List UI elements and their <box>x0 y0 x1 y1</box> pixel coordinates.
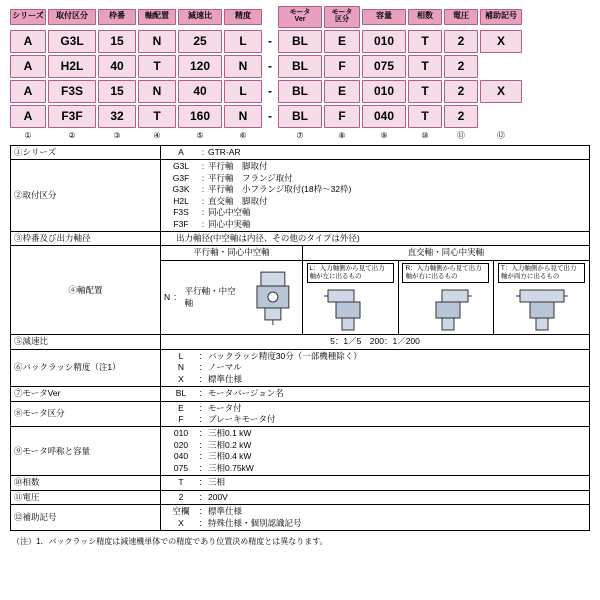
aux-code: 空欄 <box>172 506 190 517</box>
code-header-mounting: 取付区分 <box>48 9 96 24</box>
footnote: （注）1．バックラッシ精度は減速機単体での精度であり位置決め精度とは異なります。 <box>12 537 328 547</box>
code-header-ratio: 減速比 <box>178 9 222 24</box>
shaft-separator: ： <box>173 291 182 302</box>
voltage-code: 2 <box>178 491 184 502</box>
capacity-description: 三相0.75kW <box>208 462 254 473</box>
code-row <box>10 105 590 128</box>
capacity-code: 010 <box>173 428 189 439</box>
code-header-row <box>10 6 590 28</box>
code-number-2: ② <box>68 130 76 140</box>
capacity-separator: ： <box>198 462 208 473</box>
code-value-accuracy: L <box>224 30 262 53</box>
code-value-phase: T <box>408 30 442 53</box>
series-description: GTR-AR <box>208 146 241 157</box>
code-number-11: ⑪ <box>457 130 465 140</box>
row-label-ratio: ⑤減速比 <box>11 335 161 349</box>
row-value-motor-ver <box>161 387 590 401</box>
table-row-backlash <box>11 349 590 386</box>
mounting-code: G3L <box>172 161 190 172</box>
capacity-item <box>164 440 586 451</box>
row-label-aux: ⑫補助記号 <box>11 505 161 531</box>
code-row <box>10 30 590 53</box>
code-header-motor-ver: モータ Ver <box>278 6 322 28</box>
code-number-row <box>10 130 590 141</box>
code-value-series: A <box>10 80 46 103</box>
mounting-description: 平行軸 小フランジ取付(18枠～32枠) <box>208 184 352 195</box>
code-value-motor-type: E <box>324 80 360 103</box>
code-value-aux: X <box>480 30 522 53</box>
code-dash: - <box>268 109 272 124</box>
code-dash: - <box>268 84 272 99</box>
code-header-shaft: 軸配置 <box>138 9 176 24</box>
code-number-8: ⑧ <box>338 130 346 140</box>
frame-description: 出力軸径(中空軸は内径、その他のタイプは外径) <box>176 232 360 243</box>
shaft-cell-parallel <box>161 260 302 334</box>
code-header-aux: 補助記号 <box>480 9 522 24</box>
capacity-description: 三相0.1 kW <box>208 428 252 439</box>
motor-ver-separator: ： <box>198 388 208 399</box>
table-row-frame <box>11 231 590 245</box>
code-value-ratio: 160 <box>178 105 222 128</box>
mounting-item <box>164 173 586 184</box>
row-value-ratio: 5：1／5 200：1／200 <box>161 335 590 349</box>
capacity-item <box>164 428 586 439</box>
capacity-separator: ： <box>198 451 208 462</box>
code-value-capacity: 040 <box>362 105 406 128</box>
gear-motor-right-drawing <box>418 286 474 332</box>
table-row-motor-type <box>11 401 590 427</box>
code-number-9: ⑨ <box>380 130 388 140</box>
aux-description: 標準仕様 <box>208 506 243 517</box>
code-number-7: ⑦ <box>296 130 304 140</box>
code-header-series: シリーズ <box>10 9 46 24</box>
row-label-mounting: ②取付区分 <box>11 160 161 232</box>
code-value-accuracy: L <box>224 80 262 103</box>
mounting-code: G3K <box>172 184 190 195</box>
code-row <box>10 55 590 78</box>
table-row-capacity <box>11 427 590 476</box>
code-value-aux: X <box>480 80 522 103</box>
code-number-4: ④ <box>153 130 161 140</box>
code-value-capacity: 075 <box>362 55 406 78</box>
backlash-code: X <box>178 373 184 384</box>
mounting-item <box>164 184 586 195</box>
row-label-phase: ⑩相数 <box>11 476 161 490</box>
shaft-head-orthogonal: 直交軸・同心中実軸 <box>302 246 589 260</box>
row-value-motor-type <box>161 401 590 427</box>
code-number-12: ⑫ <box>497 130 505 140</box>
code-value-series: A <box>10 30 46 53</box>
voltage-description: 200V <box>208 491 228 502</box>
description-table <box>10 145 590 532</box>
motor-type-item <box>164 414 586 425</box>
mounting-code: F3F <box>173 218 189 229</box>
code-value-ratio: 25 <box>178 30 222 53</box>
row-label-capacity: ⑨モータ呼称と容量 <box>11 427 161 476</box>
aux-code: X <box>178 517 184 528</box>
shaft-label-text: ④軸配置 <box>68 284 103 295</box>
row-value-frame <box>161 231 590 245</box>
code-value-mounting: F3F <box>48 105 96 128</box>
row-value-mounting <box>161 160 590 232</box>
capacity-separator: ： <box>198 428 208 439</box>
row-value-aux <box>161 505 590 531</box>
row-label-motor-type: ⑧モータ区分 <box>11 401 161 427</box>
model-code-builder <box>10 6 590 141</box>
backlash-separator: ： <box>198 350 208 361</box>
row-label-voltage: ⑪電圧 <box>11 490 161 504</box>
shaft-head-parallel: 平行軸・同心中空軸 <box>161 246 302 260</box>
mounting-item <box>164 161 586 172</box>
mounting-code: G3F <box>172 172 190 183</box>
row-value-backlash <box>161 349 590 386</box>
mounting-description: 同心中空軸 <box>208 207 251 218</box>
code-number-6: ⑥ <box>239 130 247 140</box>
mounting-item <box>164 196 586 207</box>
table-row-shaft <box>11 246 590 335</box>
capacity-code: 075 <box>173 462 189 473</box>
aux-separator: ： <box>198 506 208 517</box>
phase-separator: ： <box>198 477 208 488</box>
motor-type-item <box>164 403 586 414</box>
row-value-series <box>161 145 590 159</box>
backlash-item <box>164 351 586 362</box>
backlash-separator: ： <box>198 373 208 384</box>
code-value-voltage: 2 <box>444 55 478 78</box>
shaft-variant-right <box>398 261 493 334</box>
motor-ver-description: モータバージョン名 <box>208 388 284 399</box>
phase-description: 三相 <box>208 477 226 488</box>
capacity-item <box>164 451 586 462</box>
series-separator: : <box>201 146 205 157</box>
shaft-note-left: L：入力軸側から見て出力軸が左に出るもの <box>307 263 394 283</box>
mounting-description: 平行軸 フランジ取付 <box>208 172 293 183</box>
aux-separator: ： <box>198 517 208 528</box>
shaft-variant-both <box>494 261 589 334</box>
motor-type-code: E <box>178 402 184 413</box>
shaft-note-right: R：入力軸側から見て出力軸が右に出るもの <box>402 263 489 283</box>
motor-ver-code: BL <box>175 388 187 399</box>
code-value-voltage: 2 <box>444 80 478 103</box>
code-value-phase: T <box>408 105 442 128</box>
gear-motor-parallel-drawing <box>247 270 299 326</box>
row-label-backlash: ⑥バックラッシ精度（注1） <box>11 349 161 386</box>
code-value-motor-type: F <box>324 55 360 78</box>
code-value-accuracy: N <box>224 105 262 128</box>
capacity-item <box>164 463 586 474</box>
mounting-description: 直交軸 脚取付 <box>208 195 268 206</box>
code-number-3: ③ <box>113 130 121 140</box>
code-value-shaft: N <box>138 30 176 53</box>
mounting-code: H2L <box>173 195 189 206</box>
backlash-code: L <box>178 350 184 361</box>
motor-type-separator: ： <box>198 413 208 424</box>
code-value-aux-empty <box>480 63 522 70</box>
row-value-voltage <box>161 490 590 504</box>
motor-type-description: モータ付 <box>208 402 242 413</box>
mounting-separator: : <box>201 172 205 183</box>
code-value-frame: 15 <box>98 30 136 53</box>
capacity-code: 040 <box>173 451 189 462</box>
code-value-phase: T <box>408 55 442 78</box>
code-value-motor-type: E <box>324 30 360 53</box>
code-value-aux-empty <box>480 113 522 120</box>
code-value-shaft: N <box>138 80 176 103</box>
motor-type-code: F <box>178 413 184 424</box>
table-row-motor-ver <box>11 387 590 401</box>
capacity-code: 020 <box>173 439 189 450</box>
code-number-10: ⑩ <box>421 130 429 140</box>
code-header-capacity: 容量 <box>362 9 406 24</box>
row-label-motor-ver: ⑦モータVer <box>11 387 161 401</box>
code-value-motor-type: F <box>324 105 360 128</box>
backlash-item <box>164 374 586 385</box>
code-value-ratio: 120 <box>178 55 222 78</box>
backlash-item <box>164 362 586 373</box>
shaft-code-n: N <box>164 291 171 302</box>
code-value-mounting: F3S <box>48 80 96 103</box>
mounting-separator: : <box>201 161 205 172</box>
code-value-series: A <box>10 55 46 78</box>
motor-type-separator: ： <box>198 402 208 413</box>
gear-motor-both-drawing <box>514 286 570 332</box>
table-row-ratio <box>11 335 590 349</box>
code-value-capacity: 010 <box>362 30 406 53</box>
backlash-description: バックラッシ精度30分（一部機種除く） <box>208 350 362 361</box>
backlash-separator: ： <box>198 362 208 373</box>
aux-item <box>164 506 586 517</box>
code-value-motor-ver: BL <box>278 55 322 78</box>
code-value-mounting: H2L <box>48 55 96 78</box>
code-value-series: A <box>10 105 46 128</box>
mounting-separator: : <box>201 207 205 218</box>
code-value-phase: T <box>408 80 442 103</box>
code-value-frame: 15 <box>98 80 136 103</box>
capacity-description: 三相0.2 kW <box>208 439 252 450</box>
table-row-mounting <box>11 160 590 232</box>
code-value-motor-ver: BL <box>278 30 322 53</box>
mounting-separator: : <box>201 184 205 195</box>
code-header-accuracy: 精度 <box>224 9 262 24</box>
backlash-code: N <box>177 362 185 373</box>
code-value-motor-ver: BL <box>278 105 322 128</box>
aux-item <box>164 518 586 529</box>
code-value-mounting: G3L <box>48 30 96 53</box>
backlash-description: ノーマル <box>208 362 242 373</box>
code-header-motor-type: モータ 区分 <box>324 6 360 28</box>
shaft-subtable <box>161 246 589 334</box>
code-value-shaft: T <box>138 105 176 128</box>
shaft-description-parallel: 平行軸・中空軸 <box>184 286 236 308</box>
code-value-motor-ver: BL <box>278 80 322 103</box>
code-value-frame: 32 <box>98 105 136 128</box>
mounting-description: 平行軸 脚取付 <box>208 161 268 172</box>
mounting-item <box>164 219 586 230</box>
row-value-shaft <box>161 246 590 335</box>
gear-motor-left-drawing <box>322 286 378 332</box>
motor-type-description: ブレーキモータ付 <box>208 413 276 424</box>
mounting-code: F3S <box>173 207 189 218</box>
shaft-variant-left <box>303 261 398 334</box>
code-header-voltage: 電圧 <box>444 9 478 24</box>
mounting-description: 同心中実軸 <box>208 218 251 229</box>
code-header-phase: 相数 <box>408 9 442 24</box>
code-dash: - <box>268 59 272 74</box>
shaft-cell-orthogonal <box>302 260 589 334</box>
row-label-shaft <box>11 246 161 335</box>
row-value-capacity <box>161 427 590 476</box>
voltage-separator: ： <box>198 491 208 502</box>
table-row-voltage <box>11 490 590 504</box>
table-row-aux <box>11 505 590 531</box>
code-value-ratio: 40 <box>178 80 222 103</box>
aux-description: 特殊仕様・個別認識記号 <box>208 517 302 528</box>
shaft-note-both: T：入力軸側から見て出力軸が両方に出るもの <box>498 263 585 283</box>
mounting-separator: : <box>201 218 205 229</box>
table-row-series <box>11 145 590 159</box>
code-dash: - <box>268 34 272 49</box>
capacity-separator: ： <box>198 439 208 450</box>
mounting-separator: : <box>201 195 205 206</box>
code-row <box>10 80 590 103</box>
code-value-capacity: 010 <box>362 80 406 103</box>
code-value-shaft: T <box>138 55 176 78</box>
code-number-5: ⑤ <box>196 130 204 140</box>
table-row-phase <box>11 476 590 490</box>
mounting-item <box>164 207 586 218</box>
row-label-series: ①シリーズ <box>11 145 161 159</box>
row-label-frame: ③枠番及び出力軸径 <box>11 231 161 245</box>
code-number-1: ① <box>24 130 32 140</box>
backlash-description: 標準仕様 <box>208 373 243 384</box>
code-value-voltage: 2 <box>444 30 478 53</box>
code-value-accuracy: N <box>224 55 262 78</box>
capacity-description: 三相0.4 kW <box>208 451 252 462</box>
shaft-variant-table <box>303 261 589 334</box>
phase-code: T <box>178 477 184 488</box>
series-code: A <box>178 146 184 157</box>
code-value-frame: 40 <box>98 55 136 78</box>
code-value-voltage: 2 <box>444 105 478 128</box>
code-header-frame: 枠番 <box>98 9 136 24</box>
row-value-phase <box>161 476 590 490</box>
